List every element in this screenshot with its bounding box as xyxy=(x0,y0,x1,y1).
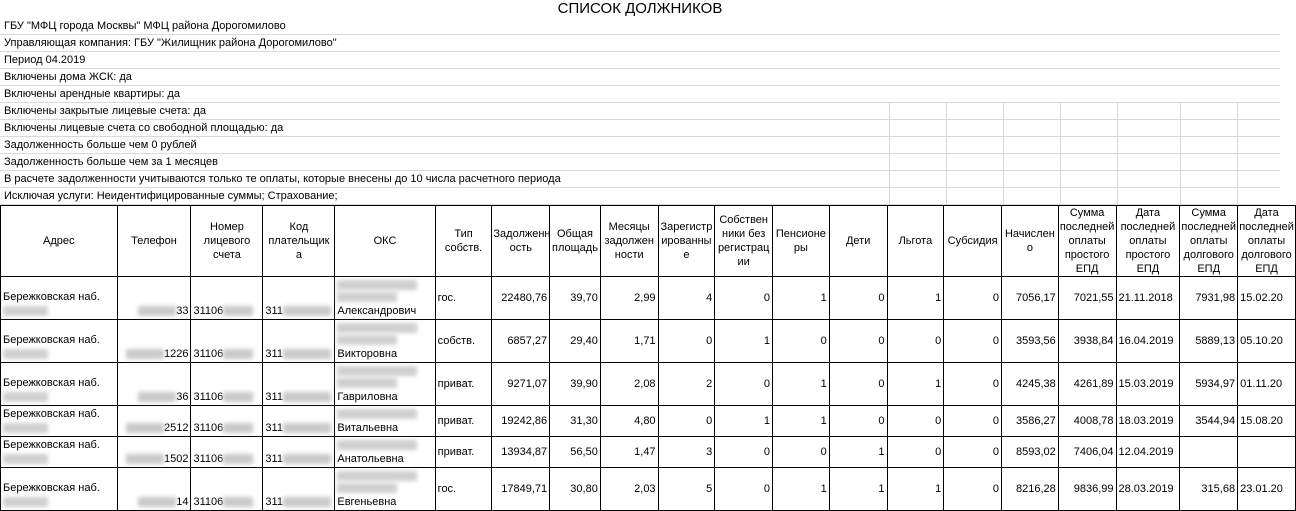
oks-cell xyxy=(335,277,435,320)
redacted-blur xyxy=(126,349,164,359)
pensioners-cell: 1 xyxy=(773,468,830,511)
grid-line xyxy=(1237,171,1238,188)
owners-unreg-cell: 0 xyxy=(715,468,773,511)
column-header: Задолженн ость xyxy=(492,206,550,277)
column-header: Номер лицевого счета xyxy=(191,206,263,277)
benefit-cell: 0 xyxy=(887,320,944,363)
table-row xyxy=(1,363,1296,406)
info-line-text: Период 04.2019 xyxy=(4,54,86,66)
pensioners-cell: 1 xyxy=(773,277,830,320)
payer-prefix: 311 xyxy=(265,422,283,434)
children-cell: 0 xyxy=(829,363,887,406)
last-simple-sum-cell: 4008,78 xyxy=(1058,406,1116,437)
account-cell xyxy=(191,320,263,363)
redacted-blur xyxy=(3,497,48,507)
phone-tail: 2512 xyxy=(164,422,189,434)
info-line-text: Включены дома ЖСК: да xyxy=(4,71,132,83)
phone-tail: 14 xyxy=(176,496,189,508)
grid-line xyxy=(1237,188,1238,205)
redacted-blur xyxy=(223,349,253,359)
benefit-cell: 1 xyxy=(887,277,944,320)
subsidy-cell: 0 xyxy=(944,437,1002,468)
grid-line xyxy=(1003,137,1004,154)
info-line xyxy=(0,137,1280,154)
oks-cell xyxy=(335,437,435,468)
address-cell xyxy=(1,363,118,406)
grid-line xyxy=(1060,120,1061,137)
pensioners-cell: 0 xyxy=(773,320,830,363)
grid-line xyxy=(1237,103,1238,120)
months-cell: 2,99 xyxy=(600,277,658,320)
column-header: Дата последней оплаты простого ЕПД xyxy=(1116,206,1180,277)
payer-code-cell xyxy=(263,406,335,437)
oks-cell xyxy=(335,363,435,406)
debt-cell: 13934,87 xyxy=(492,437,550,468)
area-cell: 39,90 xyxy=(550,363,601,406)
payer-code-cell xyxy=(263,437,335,468)
grid-line xyxy=(1180,103,1181,120)
info-line xyxy=(0,52,1280,69)
info-line-text: Задолженность больше чем 0 рублей xyxy=(4,139,197,151)
oks-name: Витальевна xyxy=(337,422,399,434)
debt-cell: 22480,76 xyxy=(492,277,550,320)
phone-cell xyxy=(117,468,191,511)
debt-cell: 9271,07 xyxy=(492,363,550,406)
account-cell xyxy=(191,406,263,437)
grid-line xyxy=(1117,188,1118,205)
account-prefix: 31106 xyxy=(193,348,224,360)
redacted-blur xyxy=(283,306,331,316)
registered-cell: 4 xyxy=(658,277,715,320)
charged-cell: 3586,27 xyxy=(1002,406,1059,437)
redacted-blur xyxy=(337,471,417,481)
column-header: Дата последней оплаты долгового ЕПД xyxy=(1239,207,1294,275)
info-line-text: Включены лицевые счета со свободной площадью: да xyxy=(4,122,284,134)
last-debt-sum-cell: 7931,98 xyxy=(1180,277,1238,320)
redacted-blur xyxy=(283,454,331,464)
last-simple-sum-cell: 4261,89 xyxy=(1058,363,1116,406)
area-cell: 29,40 xyxy=(550,320,601,363)
phone-cell xyxy=(117,406,191,437)
benefit-cell: 1 xyxy=(887,363,944,406)
subsidy-cell: 0 xyxy=(944,406,1002,437)
redacted-blur xyxy=(337,409,417,419)
table-header-row xyxy=(1,206,1296,277)
children-cell: 1 xyxy=(829,437,887,468)
months-cell: 1,47 xyxy=(600,437,658,468)
grid-line xyxy=(889,171,890,188)
area-cell: 30,80 xyxy=(550,468,601,511)
debtors-table xyxy=(0,205,1296,511)
last-simple-sum-cell: 3938,84 xyxy=(1058,320,1116,363)
column-header: Месяцы задолжен ности xyxy=(600,206,658,277)
column-header: Код плательщик а xyxy=(263,206,335,277)
oks-cell xyxy=(335,468,435,511)
grid-line xyxy=(1003,188,1004,205)
ownership-type-cell: приват. xyxy=(435,437,492,468)
charged-cell: 8593,02 xyxy=(1002,437,1059,468)
last-simple-date-cell: 16.04.2019 xyxy=(1116,320,1180,363)
benefit-cell: 0 xyxy=(887,406,944,437)
grid-line xyxy=(889,188,890,205)
table-row xyxy=(1,437,1296,468)
redacted-blur xyxy=(223,306,253,316)
phone-cell xyxy=(117,277,191,320)
last-debt-sum-cell: 315,68 xyxy=(1180,468,1238,511)
phone-cell xyxy=(117,320,191,363)
info-line xyxy=(0,171,1280,188)
address-cell xyxy=(1,320,118,363)
area-cell: 56,50 xyxy=(550,437,601,468)
last-simple-date-cell: 18.03.2019 xyxy=(1116,406,1180,437)
column-header: Начислен о xyxy=(1002,206,1059,277)
address-text: Бережковская наб. xyxy=(3,482,100,494)
ownership-type-cell: приват. xyxy=(435,363,492,406)
debt-cell: 6857,27 xyxy=(492,320,550,363)
last-debt-sum-cell: 5934,97 xyxy=(1180,363,1238,406)
charged-cell: 3593,56 xyxy=(1002,320,1059,363)
registered-cell: 0 xyxy=(658,320,715,363)
info-line xyxy=(0,120,1280,137)
redacted-blur xyxy=(3,454,48,464)
grid-line xyxy=(889,120,890,137)
column-header: Телефон xyxy=(117,206,191,277)
redacted-blur xyxy=(3,423,48,433)
registered-cell: 5 xyxy=(658,468,715,511)
debt-cell: 19242,86 xyxy=(492,406,550,437)
payer-prefix: 311 xyxy=(265,453,283,465)
charged-cell: 7056,17 xyxy=(1002,277,1059,320)
payer-code-cell xyxy=(263,468,335,511)
owners-unreg-cell: 1 xyxy=(715,320,773,363)
redacted-blur xyxy=(223,392,253,402)
grid-line xyxy=(946,103,947,120)
payer-code-cell xyxy=(263,320,335,363)
oks-cell xyxy=(335,406,435,437)
pensioners-cell: 0 xyxy=(773,437,830,468)
subsidy-cell: 0 xyxy=(944,468,1002,511)
debt-cell: 17849,71 xyxy=(492,468,550,511)
payer-prefix: 311 xyxy=(265,348,283,360)
redacted-blur xyxy=(283,497,331,507)
last-debt-sum-cell xyxy=(1180,437,1238,468)
children-cell: 0 xyxy=(829,406,887,437)
redacted-blur xyxy=(337,378,397,388)
last-simple-sum-cell: 7406,04 xyxy=(1058,437,1116,468)
redacted-blur xyxy=(337,280,417,290)
info-line xyxy=(0,154,1280,171)
grid-line xyxy=(946,188,947,205)
grid-line xyxy=(946,154,947,171)
ownership-type-cell: гос. xyxy=(435,277,492,320)
oks-name: Евгеньевна xyxy=(337,496,397,508)
grid-line xyxy=(946,120,947,137)
redacted-blur xyxy=(126,454,164,464)
grid-line xyxy=(946,171,947,188)
grid-line xyxy=(1003,103,1004,120)
account-cell xyxy=(191,363,263,406)
oks-cell xyxy=(335,320,435,363)
grid-line xyxy=(1180,154,1181,171)
last-debt-date-cell: 23.01.20 xyxy=(1238,468,1296,511)
info-line-text: Включены арендные квартиры: да xyxy=(4,88,180,100)
redacted-blur xyxy=(223,423,253,433)
account-prefix: 31106 xyxy=(193,391,224,403)
grid-line xyxy=(1237,154,1238,171)
redacted-blur xyxy=(3,306,48,316)
account-prefix: 31106 xyxy=(193,496,224,508)
redacted-blur xyxy=(138,497,176,507)
column-header: Субсидия xyxy=(944,206,1002,277)
benefit-cell: 0 xyxy=(887,437,944,468)
account-cell xyxy=(191,468,263,511)
address-text: Бережковская наб. xyxy=(3,291,100,303)
redacted-blur xyxy=(337,366,417,376)
account-prefix: 31106 xyxy=(193,422,224,434)
redacted-blur xyxy=(283,423,331,433)
phone-tail: 1502 xyxy=(164,453,189,465)
column-header: Адрес xyxy=(1,206,118,277)
grid-line xyxy=(1180,120,1181,137)
address-text: Бережковская наб. xyxy=(3,377,100,389)
column-header: Льгота xyxy=(887,206,944,277)
grid-line xyxy=(1003,154,1004,171)
owners-unreg-cell: 0 xyxy=(715,277,773,320)
grid-line xyxy=(1060,103,1061,120)
owners-unreg-cell: 0 xyxy=(715,437,773,468)
grid-line xyxy=(1060,137,1061,154)
table-row xyxy=(1,406,1296,437)
last-simple-date-cell: 21.11.2018 xyxy=(1116,277,1180,320)
ownership-type-cell: собств. xyxy=(435,320,492,363)
grid-line xyxy=(1117,154,1118,171)
oks-name: Анатольевна xyxy=(337,453,404,465)
grid-line xyxy=(1237,137,1238,154)
grid-line xyxy=(889,137,890,154)
last-simple-date-cell: 28.03.2019 xyxy=(1116,468,1180,511)
children-cell: 1 xyxy=(829,468,887,511)
column-header: Сумма последней оплаты простого ЕПД xyxy=(1059,207,1115,275)
table-row xyxy=(1,277,1296,320)
grid-line xyxy=(1060,188,1061,205)
info-line-text: В расчете задолженности учитываются только те оплаты, которые внесены до 10 числа расчетного периода xyxy=(4,173,561,185)
grid-line xyxy=(1117,120,1118,137)
last-simple-sum-cell: 9836,99 xyxy=(1058,468,1116,511)
charged-cell: 8216,28 xyxy=(1002,468,1059,511)
info-line xyxy=(0,69,1280,86)
subsidy-cell: 0 xyxy=(944,277,1002,320)
last-debt-sum-cell: 3544,94 xyxy=(1180,406,1238,437)
payer-prefix: 311 xyxy=(265,496,283,508)
column-header: Зарегистр ированны е xyxy=(658,206,715,277)
grid-line xyxy=(1180,188,1181,205)
last-debt-date-cell: 01.11.20 xyxy=(1238,363,1296,406)
ownership-type-cell: гос. xyxy=(435,468,492,511)
last-debt-date-cell: 15.08.20 xyxy=(1238,406,1296,437)
account-prefix: 31106 xyxy=(193,453,224,465)
grid-line xyxy=(889,154,890,171)
info-line-text: Включены закрытые лицевые счета: да xyxy=(4,105,207,117)
grid-line xyxy=(1003,120,1004,137)
grid-line xyxy=(1180,137,1181,154)
phone-cell xyxy=(117,437,191,468)
phone-tail: 33 xyxy=(176,305,189,317)
account-cell xyxy=(191,277,263,320)
redacted-blur xyxy=(283,392,331,402)
column-header: Пенсионе ры xyxy=(773,206,830,277)
last-simple-date-cell: 12.04.2019 xyxy=(1116,437,1180,468)
address-text: Бережковская наб. xyxy=(3,334,100,346)
phone-tail: 36 xyxy=(176,391,189,403)
grid-line xyxy=(1117,103,1118,120)
table-row xyxy=(1,468,1296,511)
redacted-blur xyxy=(223,454,253,464)
address-cell xyxy=(1,406,118,437)
months-cell: 2,03 xyxy=(600,468,658,511)
info-line xyxy=(0,35,1280,52)
pensioners-cell: 1 xyxy=(773,363,830,406)
account-cell xyxy=(191,437,263,468)
phone-tail: 1226 xyxy=(164,348,189,360)
table-row xyxy=(1,320,1296,363)
ownership-type-cell: приват. xyxy=(435,406,492,437)
column-header: Дети xyxy=(829,206,887,277)
grid-line xyxy=(1003,171,1004,188)
info-line-text: Исключая услуги: Неидентифицированные суммы; Страхование; xyxy=(4,190,338,202)
registered-cell: 2 xyxy=(658,363,715,406)
redacted-blur xyxy=(223,497,253,507)
document-title: СПИСОК ДОЛЖНИКОВ xyxy=(557,0,723,17)
last-debt-date-cell: 15.02.20 xyxy=(1238,277,1296,320)
address-cell xyxy=(1,468,118,511)
last-debt-date-cell xyxy=(1238,437,1296,468)
oks-name: Викторовна xyxy=(337,348,398,360)
area-cell: 31,30 xyxy=(550,406,601,437)
redacted-blur xyxy=(337,292,397,302)
grid-line xyxy=(1117,171,1118,188)
redacted-blur xyxy=(337,323,417,333)
children-cell: 0 xyxy=(829,277,887,320)
column-header: ОКС xyxy=(335,206,435,277)
redacted-blur xyxy=(126,423,164,433)
last-simple-date-cell: 15.03.2019 xyxy=(1116,363,1180,406)
payer-prefix: 311 xyxy=(265,391,283,403)
payer-code-cell xyxy=(263,277,335,320)
column-header: Собствен ники без регистрац ии xyxy=(715,206,773,277)
grid-line xyxy=(946,137,947,154)
last-debt-date-cell: 05.10.20 xyxy=(1238,320,1296,363)
months-cell: 2,08 xyxy=(600,363,658,406)
registered-cell: 3 xyxy=(658,437,715,468)
account-prefix: 31106 xyxy=(193,305,224,317)
owners-unreg-cell: 1 xyxy=(715,406,773,437)
payer-code-cell xyxy=(263,363,335,406)
children-cell: 0 xyxy=(829,320,887,363)
info-line xyxy=(0,103,1280,120)
registered-cell: 0 xyxy=(658,406,715,437)
column-header: Общая площадь xyxy=(550,206,601,277)
last-simple-sum-cell: 7021,55 xyxy=(1058,277,1116,320)
redacted-blur xyxy=(283,349,331,359)
column-header: Сумма последней оплаты долгового ЕПД xyxy=(1181,207,1237,275)
info-line-text: Управляющая компания: ГБУ "Жилищник района Дорогомилово" xyxy=(4,37,337,49)
redacted-blur xyxy=(138,392,176,402)
redacted-blur xyxy=(3,349,48,359)
info-line-text: Задолженность больше чем за 1 месяцев xyxy=(4,156,219,168)
grid-line xyxy=(1180,171,1181,188)
grid-line xyxy=(889,103,890,120)
charged-cell: 4245,38 xyxy=(1002,363,1059,406)
redacted-blur xyxy=(337,335,397,345)
oks-name: Александрович xyxy=(337,305,417,317)
payer-prefix: 311 xyxy=(265,305,283,317)
months-cell: 1,71 xyxy=(600,320,658,363)
grid-line xyxy=(1117,137,1118,154)
redacted-blur xyxy=(337,440,417,450)
grid-line xyxy=(1060,154,1061,171)
address-cell xyxy=(1,437,118,468)
pensioners-cell: 1 xyxy=(773,406,830,437)
phone-cell xyxy=(117,363,191,406)
column-header: Тип собств. xyxy=(435,206,492,277)
subsidy-cell: 0 xyxy=(944,363,1002,406)
benefit-cell: 1 xyxy=(887,468,944,511)
address-text: Бережковская наб. xyxy=(3,439,100,451)
grid-line xyxy=(1060,171,1061,188)
info-line xyxy=(0,188,1280,205)
area-cell: 39,70 xyxy=(550,277,601,320)
address-text: Бережковская наб. xyxy=(3,408,100,420)
months-cell: 4,80 xyxy=(600,406,658,437)
redacted-blur xyxy=(138,306,176,316)
info-line xyxy=(0,86,1280,103)
subsidy-cell: 0 xyxy=(944,320,1002,363)
redacted-blur xyxy=(3,392,48,402)
info-line-text: ГБУ "МФЦ города Москвы" МФЦ района Дорогомилово xyxy=(4,20,286,32)
oks-name: Гавриловна xyxy=(337,391,398,403)
grid-line xyxy=(1237,120,1238,137)
owners-unreg-cell: 0 xyxy=(715,363,773,406)
address-cell xyxy=(1,277,118,320)
info-line xyxy=(0,18,1280,35)
redacted-blur xyxy=(337,483,397,493)
last-debt-sum-cell: 5889,13 xyxy=(1180,320,1238,363)
